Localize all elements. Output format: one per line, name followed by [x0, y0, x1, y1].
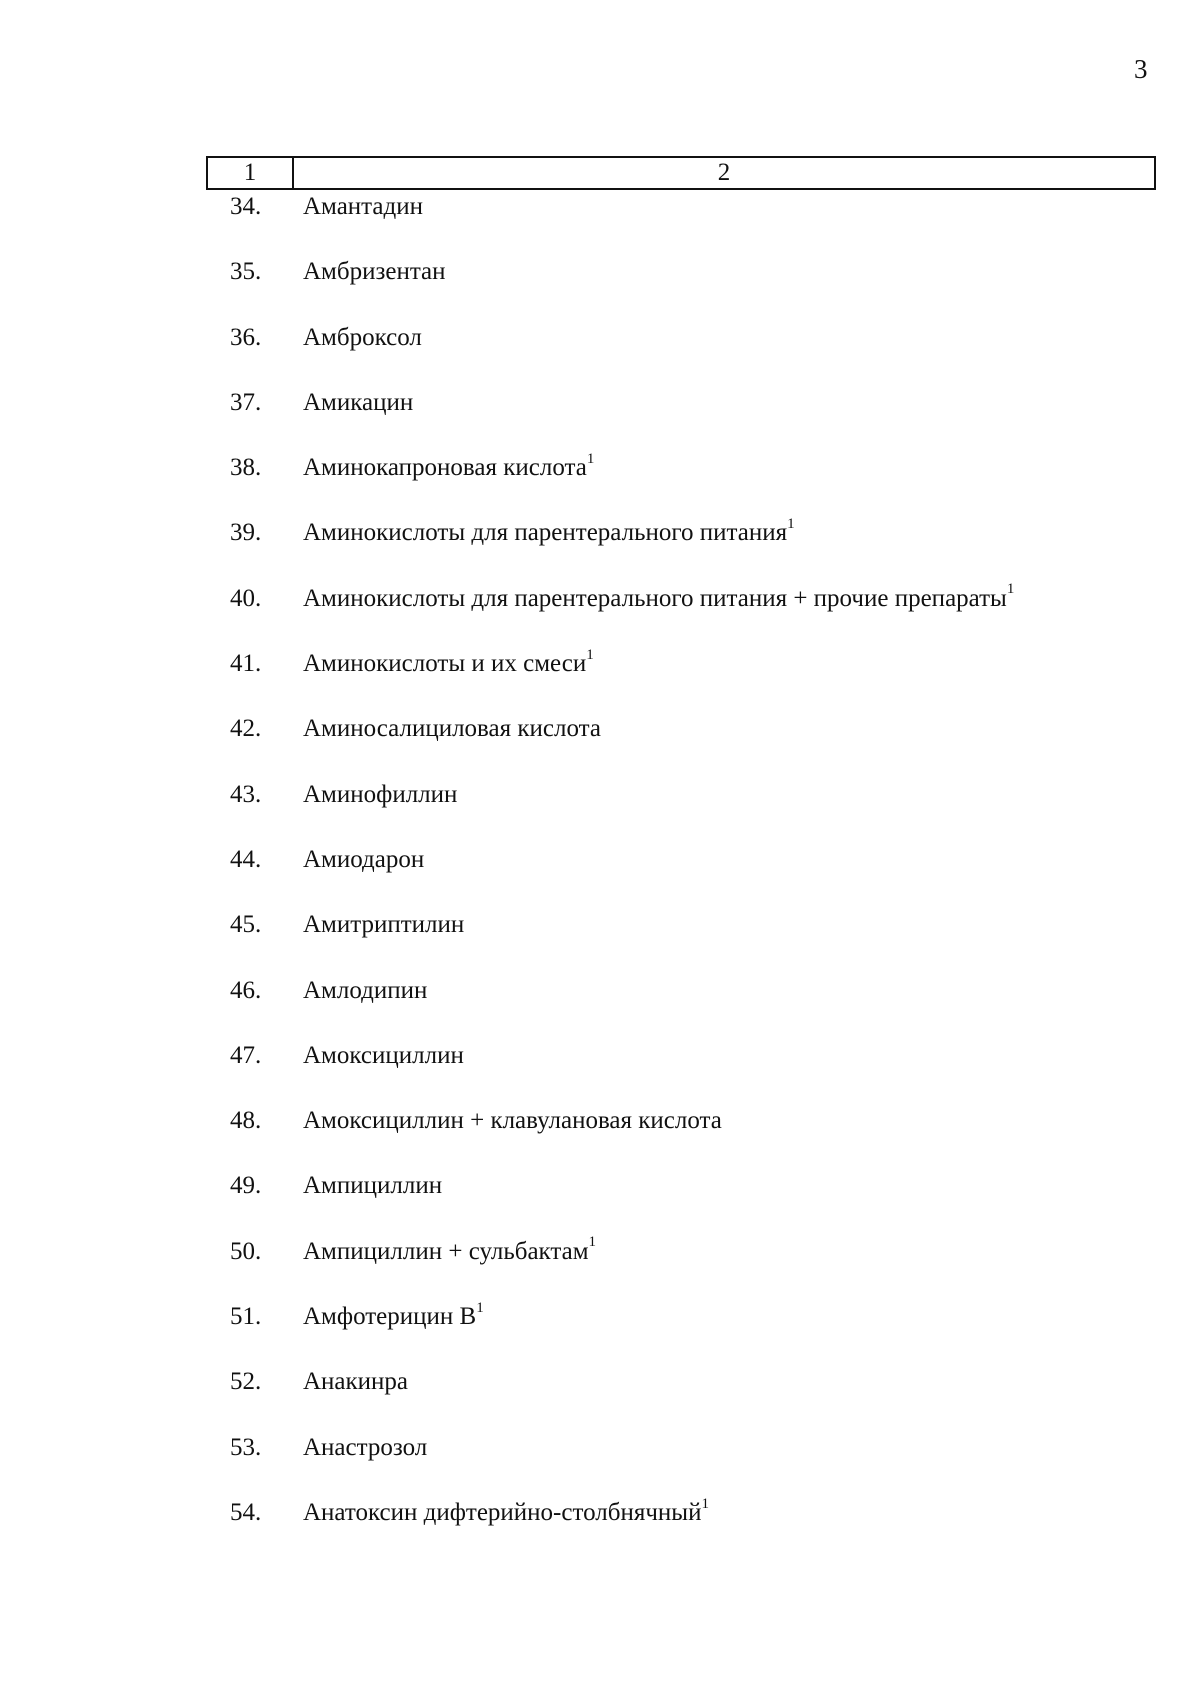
- list-item: [0, 255, 1200, 320]
- list-item: [0, 516, 1200, 581]
- drug-name-text: Аминофиллин: [303, 780, 458, 808]
- drug-name: [303, 321, 422, 355]
- list-item: [0, 974, 1200, 1039]
- row-number: 41.: [230, 650, 262, 678]
- list-item: [0, 1365, 1200, 1430]
- drug-name-text: Амброксол: [303, 323, 422, 351]
- row-number: 36.: [230, 323, 262, 351]
- footnote-marker: 1: [701, 1495, 709, 1512]
- row-number: 51.: [230, 1303, 262, 1331]
- row-number: 53.: [230, 1433, 262, 1461]
- page-number: 3: [1134, 54, 1148, 84]
- drug-name: [303, 516, 795, 550]
- list-item: [0, 1104, 1200, 1169]
- list-item: [0, 1300, 1200, 1365]
- list-item: [0, 712, 1200, 777]
- list-item: [0, 1235, 1200, 1300]
- list-item: [0, 908, 1200, 973]
- row-number: 40.: [230, 584, 262, 612]
- footnote-marker: 1: [476, 1299, 484, 1316]
- drug-name: [303, 1365, 408, 1399]
- row-number: 54.: [230, 1498, 262, 1526]
- drug-name: [303, 582, 1014, 616]
- drug-name-text: Амиодарон: [303, 845, 425, 873]
- row-number: 48.: [230, 1107, 262, 1135]
- drug-name: [303, 1496, 709, 1530]
- drug-name: [303, 908, 464, 942]
- footnote-marker: 1: [586, 646, 594, 663]
- list-item: [0, 647, 1200, 712]
- list-item: [0, 843, 1200, 908]
- drug-list: [0, 190, 1200, 1561]
- drug-name-text: Аминокислоты и их смеси: [303, 650, 587, 678]
- drug-name: [303, 1300, 484, 1334]
- drug-name-text: Амфотерицин В: [303, 1303, 477, 1331]
- drug-name-text: Аминокислоты для парентерального питания: [303, 519, 788, 547]
- list-item: [0, 190, 1200, 255]
- row-number: 44.: [230, 845, 262, 873]
- drug-name: [303, 451, 594, 485]
- row-number: 35.: [230, 258, 262, 286]
- drug-name-text: Амбризентан: [303, 258, 446, 286]
- header-column-name: 2: [717, 159, 731, 186]
- drug-name-text: Амоксициллин: [303, 1041, 464, 1069]
- row-number: 52.: [230, 1368, 262, 1396]
- drug-name-text: Аминокислоты для парентерального питания + прочие препараты: [303, 584, 1007, 612]
- list-item: [0, 582, 1200, 647]
- drug-name: [303, 778, 457, 812]
- row-number: 43.: [230, 780, 262, 808]
- row-number: 42.: [230, 715, 262, 743]
- footnote-marker: 1: [588, 1234, 597, 1251]
- list-item: [0, 1169, 1200, 1234]
- drug-name-text: Анатоксин дифтерийно-столбнячный: [303, 1498, 702, 1526]
- row-number: 34.: [230, 193, 262, 220]
- row-number: 49.: [230, 1172, 262, 1200]
- row-number: 46.: [230, 976, 262, 1004]
- row-number: 47.: [230, 1041, 262, 1069]
- drug-name: [303, 190, 423, 224]
- row-number: 37.: [230, 388, 262, 416]
- drug-name-text: Аминокапроновая кислота: [303, 454, 587, 482]
- drug-name: [303, 647, 594, 681]
- row-number: 45.: [230, 911, 262, 939]
- drug-name: [303, 1169, 442, 1203]
- list-item: [0, 321, 1200, 386]
- drug-name-text: Амитриптилин: [303, 911, 465, 939]
- drug-name-text: Анастрозол: [303, 1433, 428, 1461]
- drug-name: [303, 386, 413, 420]
- row-number: 50.: [230, 1237, 262, 1265]
- footnote-marker: 1: [787, 516, 795, 533]
- list-item: [0, 778, 1200, 843]
- footnote-marker: 1: [1006, 581, 1015, 598]
- drug-name-text: Ампициллин: [303, 1172, 443, 1200]
- row-number: 39.: [230, 519, 262, 547]
- drug-name: [303, 974, 427, 1008]
- list-item: [0, 1431, 1200, 1496]
- footnote-marker: 1: [586, 450, 595, 467]
- list-item: [0, 451, 1200, 516]
- drug-name: [303, 843, 424, 877]
- row-number: 38.: [230, 454, 262, 482]
- drug-name-text: Анакинра: [303, 1368, 409, 1396]
- table-header: [206, 156, 1156, 190]
- drug-name: [303, 1431, 427, 1465]
- list-item: [0, 1039, 1200, 1104]
- list-item: [0, 1496, 1200, 1561]
- drug-name-text: Амикацин: [303, 388, 414, 416]
- drug-name: [303, 1104, 722, 1138]
- drug-name: [303, 1039, 464, 1073]
- drug-name-text: Ампициллин + сульбактам: [303, 1237, 589, 1265]
- drug-name-text: Амантадин: [303, 193, 423, 220]
- drug-name-text: Аминосалициловая кислота: [303, 715, 601, 743]
- drug-name: [303, 1235, 596, 1269]
- drug-name-text: Амоксициллин + клавулановая кислота: [303, 1107, 722, 1135]
- header-column-number: 1: [208, 158, 294, 188]
- drug-name: [303, 712, 601, 746]
- list-item: [0, 386, 1200, 451]
- drug-name-text: Амлодипин: [303, 976, 428, 1004]
- drug-name: [303, 255, 446, 289]
